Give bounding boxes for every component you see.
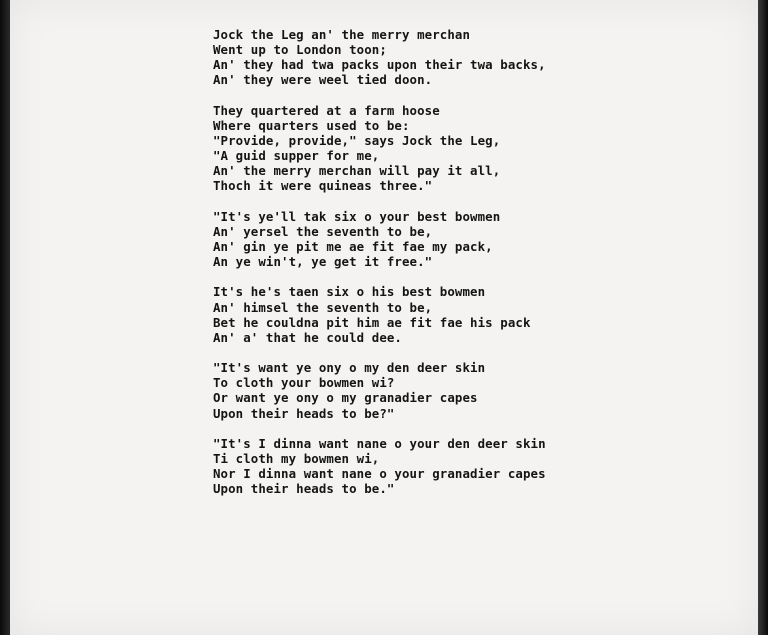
scan-edge-left <box>0 0 10 635</box>
poem-line: "A guid supper for me, <box>213 148 380 164</box>
poem-line: An' they were weel tied doon. <box>213 72 433 88</box>
stanza-2 <box>213 103 693 194</box>
stanza-3 <box>213 209 693 269</box>
poem-line: An' the merry merchan will pay it all, <box>213 163 501 179</box>
poem-line: "It's want ye ony o my den deer skin <box>213 360 486 376</box>
poem-text <box>213 27 693 512</box>
poem-line: An' they had twa packs upon their twa backs, <box>213 57 546 73</box>
stanza-4 <box>213 284 693 344</box>
poem-line: Upon their heads to be?" <box>213 405 395 421</box>
poem-line: Jock the Leg an' the merry merchan <box>213 27 471 42</box>
poem-line: An ye win't, ye get it free." <box>213 254 433 269</box>
poem-line: "It's I dinna want nane o your den deer skin <box>213 436 546 452</box>
poem-line: Thoch it were quineas three." <box>213 178 433 194</box>
typewritten-page <box>10 0 758 635</box>
poem-line: Where quarters used to be: <box>213 117 410 133</box>
stanza-6 <box>213 436 693 496</box>
poem-line: "Provide, provide," says Jock the Leg, <box>213 132 501 148</box>
poem-line: Or want ye ony o my granadier capes <box>213 390 478 406</box>
poem-line: Went up to London toon; <box>213 42 387 58</box>
poem-line: Upon their heads to be." <box>213 481 395 497</box>
stanza-1 <box>213 27 693 87</box>
poem-line: An' a' that he could dee. <box>213 329 402 345</box>
stanza-5 <box>213 360 693 420</box>
poem-line: Nor I dinna want nane o your granadier capes <box>213 466 546 482</box>
poem-line: They quartered at a farm hoose <box>213 102 440 118</box>
poem-line: Bet he couldna pit him ae fit fae his pack <box>213 314 531 330</box>
scan-edge-right <box>758 0 768 635</box>
poem-line: To cloth your bowmen wi? <box>213 375 395 391</box>
poem-line: An' himsel the seventh to be, <box>213 299 433 315</box>
poem-line: An' gin ye pit me ae fit fae my pack, <box>213 238 493 254</box>
poem-line: Ti cloth my bowmen wi, <box>213 451 380 467</box>
poem-line: It's he's taen six o his best bowmen <box>213 284 486 300</box>
poem-line: An' yersel the seventh to be, <box>213 223 433 239</box>
poem-line: "It's ye'll tak six o your best bowmen <box>213 208 501 224</box>
